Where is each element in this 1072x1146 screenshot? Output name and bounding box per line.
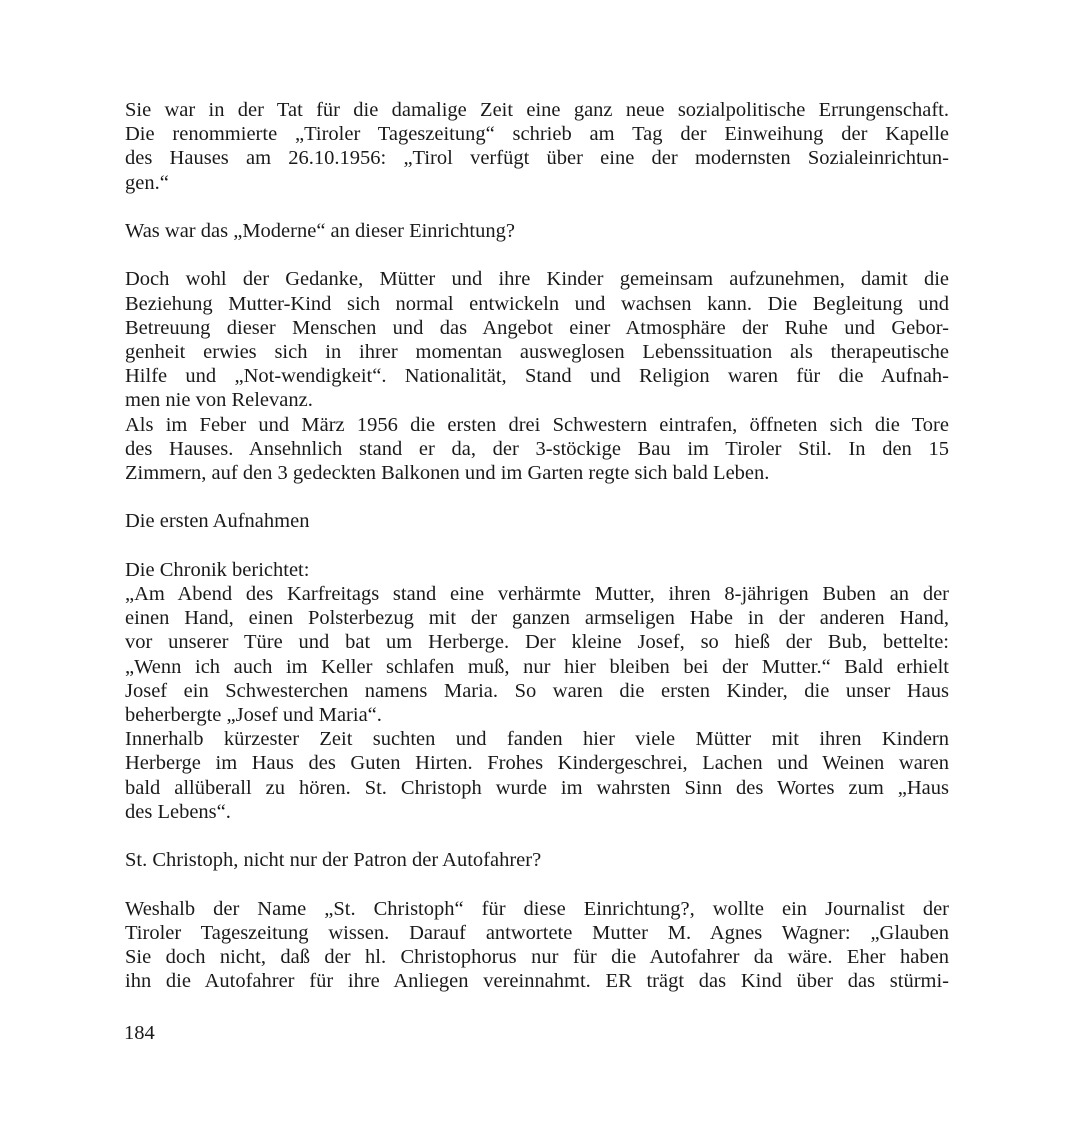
text-line: Weshalb der Name „St. Christoph“ für diese Einrichtung?, wollte ein Journalist der: [125, 897, 949, 920]
section-heading: St. Christoph, nicht nur der Patron der Autofahrer?: [125, 849, 542, 872]
text-line: ihn die Autofahrer für ihre Anliegen vereinnahmt. ER trägt das Kind über das stürmi-: [125, 970, 949, 993]
text-line: des Hauses. Ansehnlich stand er da, der 3-stöckige Bau im Tiroler Stil. In den 15: [125, 437, 949, 460]
text-line: vor unserer Türe und bat um Herberge. Der kleine Josef, so hieß der Bub, bettelte:: [125, 631, 949, 654]
text-line: gen.“: [125, 171, 169, 194]
text-line: Innerhalb kürzester Zeit suchten und fanden hier viele Mütter mit ihren Kindern: [125, 728, 949, 751]
text-line: Die Chronik berichtet:: [125, 558, 310, 581]
text-line: einen Hand, einen Polsterbezug mit der ganzen armseligen Habe in der anderen Hand,: [125, 607, 949, 630]
paragraph-gap: [125, 485, 949, 509]
text-line: Beziehung Mutter-Kind sich normal entwickeln und wachsen kann. Die Begleitung und: [125, 292, 949, 315]
text-line: genheit erwies sich in ihrer momentan ausweglosen Lebenssituation als therapeutische: [125, 341, 949, 363]
text-line: „Am Abend des Karfreitags stand eine verhärmte Mutter, ihren 8-jährigen Buben an der: [125, 583, 949, 605]
page-body: [125, 98, 949, 993]
paragraph-chronicle: [125, 558, 949, 824]
paragraph-intro: [125, 98, 949, 195]
text-line: Betreuung dieser Menschen und das Angebot einer Atmosphäre der Ruhe und Gebor-: [125, 316, 949, 339]
text-line: beherbergte „Josef und Maria“.: [125, 704, 382, 727]
text-line: Herberge im Haus des Guten Hirten. Frohes Kindergeschrei, Lachen und Weinen waren: [125, 752, 949, 775]
text-line: Die renommierte „Tiroler Tageszeitung“ schrieb am Tag der Einweihung der Kapelle: [125, 123, 949, 146]
text-line: men nie von Relevanz.: [125, 389, 313, 412]
paragraph-gap: [125, 872, 949, 896]
page-number: 184: [124, 1022, 155, 1044]
text-line: bald allüberall zu hören. St. Christoph wurde im wahrsten Sinn des Wortes zum „Haus: [125, 776, 949, 799]
paragraph-gap: [125, 195, 949, 219]
text-line: Tiroler Tageszeitung wissen. Darauf antwortete Mutter M. Agnes Wagner: „Glauben: [125, 921, 949, 944]
paragraph-modern: [125, 267, 949, 485]
text-line: Doch wohl der Gedanke, Mütter und ihre Kinder gemeinsam aufzunehmen, damit die: [125, 268, 949, 291]
text-line: Hilfe und „Not-wendigkeit“. Nationalität, Stand und Religion waren für die Aufnah-: [125, 365, 949, 388]
text-line: des Hauses am 26.10.1956: „Tirol verfügt über eine der modernsten Sozialeinrichtun-: [125, 147, 949, 170]
text-line: Josef ein Schwesterchen namens Maria. So waren die ersten Kinder, die unser Haus: [125, 679, 949, 702]
paragraph-christoph: [125, 897, 949, 994]
section-heading: Was war das „Moderne“ an dieser Einrichtung?: [125, 220, 515, 242]
text-line: „Wenn ich auch im Keller schlafen muß, nur hier bleiben bei der Mutter.“ Bald erhielt: [125, 655, 949, 678]
section-heading: Die ersten Aufnahmen: [125, 510, 310, 533]
paragraph-gap: [125, 534, 949, 558]
text-line: Sie doch nicht, daß der hl. Christophorus nur für die Autofahrer da wäre. Eher haben: [125, 946, 949, 969]
paragraph-gap: [125, 243, 949, 267]
paragraph-gap: [125, 824, 949, 848]
text-line: Als im Feber und März 1956 die ersten drei Schwestern eintrafen, öffneten sich die Tore: [125, 413, 949, 436]
text-line: Zimmern, auf den 3 gedeckten Balkonen und im Garten regte sich bald Leben.: [125, 462, 770, 485]
text-line: Sie war in der Tat für die damalige Zeit eine ganz neue sozialpolitische Errungenschaft.: [125, 99, 949, 121]
text-line: des Lebens“.: [125, 800, 231, 823]
